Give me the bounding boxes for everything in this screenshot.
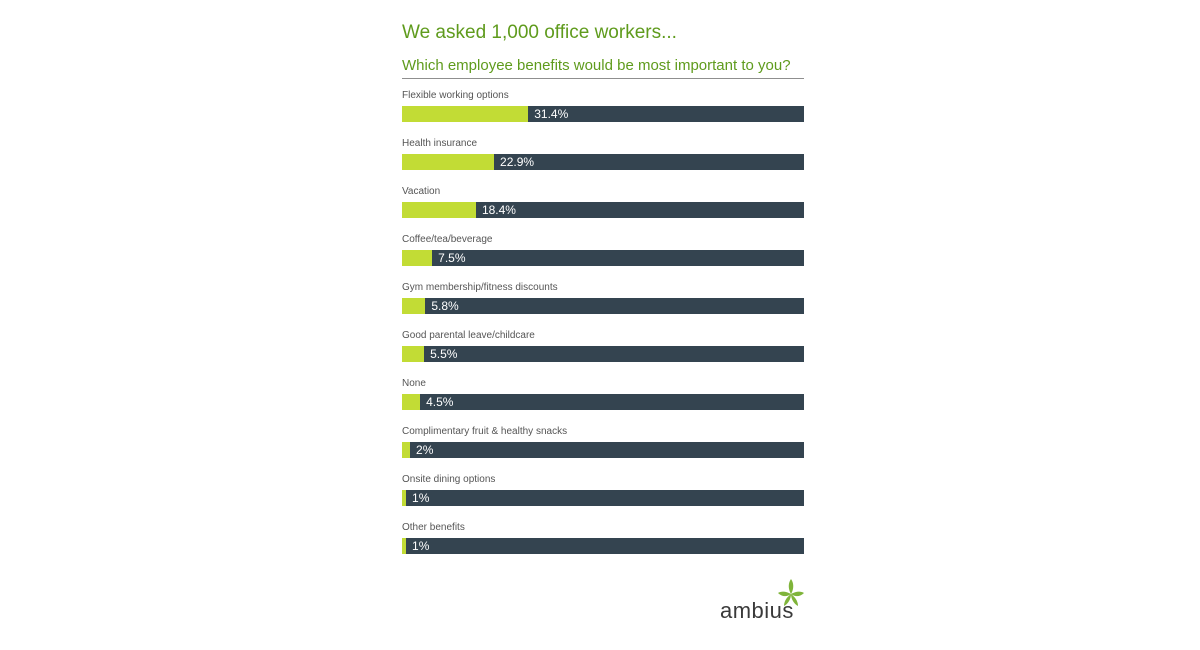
bar-category-label: Good parental leave/childcare xyxy=(402,330,535,341)
bar-category-label: Vacation xyxy=(402,186,441,197)
brand-wordmark: ambius xyxy=(720,598,794,623)
bar-row xyxy=(402,378,804,426)
bar xyxy=(402,106,528,122)
bar-track xyxy=(402,538,804,554)
bar-category-label: Onsite dining options xyxy=(402,474,496,485)
bar-chart xyxy=(402,90,804,570)
bar xyxy=(402,298,425,314)
bar xyxy=(402,202,476,218)
chart-subtitle: Which employee benefits would be most important to you? xyxy=(402,57,791,74)
bar-row xyxy=(402,474,804,522)
bar-category-label: Complimentary fruit & healthy snacks xyxy=(402,426,568,437)
bar-value-label: 5.5% xyxy=(430,347,458,361)
bar-track xyxy=(402,442,804,458)
bar-track xyxy=(402,106,804,122)
bar-category-label: Other benefits xyxy=(402,522,465,533)
bar-row xyxy=(402,138,804,186)
bar-row xyxy=(402,522,804,570)
bar-category-label: Coffee/tea/beverage xyxy=(402,234,493,245)
bar-value-label: 5.8% xyxy=(431,299,459,313)
bar-row xyxy=(402,330,804,378)
bar-value-label: 1% xyxy=(412,491,430,505)
bar-track xyxy=(402,490,804,506)
bar-value-label: 2% xyxy=(416,443,434,457)
bar-value-label: 4.5% xyxy=(426,395,454,409)
bar-row xyxy=(402,426,804,474)
bar xyxy=(402,250,432,266)
bar-row xyxy=(402,186,804,234)
ambius-logo xyxy=(720,578,810,628)
bar-track xyxy=(402,154,804,170)
bar-value-label: 22.9% xyxy=(500,155,535,169)
bar-category-label: None xyxy=(402,378,426,389)
bar xyxy=(402,538,406,554)
bar xyxy=(402,154,494,170)
bar xyxy=(402,490,406,506)
bar-category-label: Flexible working options xyxy=(402,90,509,101)
bar xyxy=(402,346,424,362)
bar xyxy=(402,442,410,458)
bar-value-label: 1% xyxy=(412,539,430,553)
bar-track xyxy=(402,394,804,410)
bar-row xyxy=(402,90,804,138)
bar-value-label: 18.4% xyxy=(481,203,516,217)
page-title: We asked 1,000 office workers... xyxy=(402,22,677,43)
bar-track xyxy=(402,250,804,266)
bar-value-label: 7.5% xyxy=(438,251,466,265)
bar-track xyxy=(402,202,804,218)
bar-row xyxy=(402,282,804,330)
title-divider xyxy=(402,78,804,79)
bar-category-label: Health insurance xyxy=(402,138,478,149)
bar-track xyxy=(402,346,804,362)
bar xyxy=(402,394,420,410)
bar-track xyxy=(402,298,804,314)
bar-category-label: Gym membership/fitness discounts xyxy=(402,282,558,293)
bar-value-label: 31.4% xyxy=(534,107,569,121)
bar-row xyxy=(402,234,804,282)
